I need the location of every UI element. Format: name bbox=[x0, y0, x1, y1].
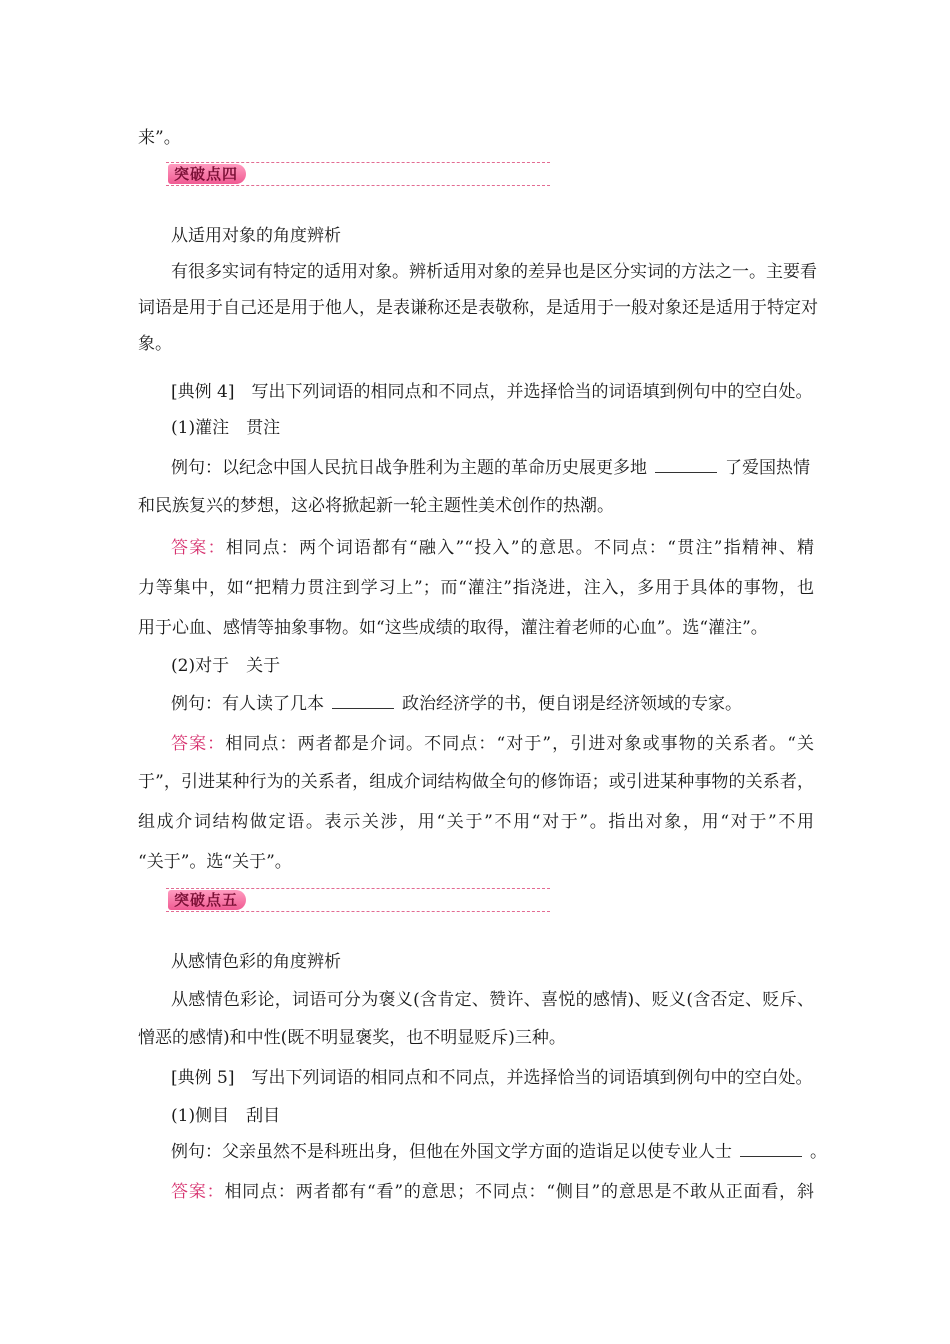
answer-line: 答案：相同点：两个词语都有“融入”“投入”的意思。不同点：“贯注”指精神、精 bbox=[171, 538, 814, 558]
answer-label: 答案： bbox=[171, 734, 226, 754]
section-banner-4 bbox=[166, 160, 550, 188]
example-sentence: 例句：以纪念中国人民抗日战争胜利为主题的革命历史展更多地 了爱国热情 bbox=[171, 458, 810, 478]
paragraph-line: 组成介词结构做定语。表示关涉，用“关于”不用“对于”。指出对象，用“对于”不用 bbox=[138, 812, 814, 832]
paragraph-line: 力等集中，如“把精力贯注到学习上”；而“灌注”指浇进，注入，多用于具体的事物，也 bbox=[138, 578, 814, 598]
paragraph-line: 从感情色彩论，词语可分为褒义(含肯定、赞许、喜悦的感情)、贬义(含否定、贬斥、 bbox=[171, 990, 814, 1010]
paragraph-line: 有很多实词有特定的适用对象。辨析适用对象的差异也是区分实词的方法之一。主要看 bbox=[171, 262, 817, 282]
section-title: 从感情色彩的角度辨析 bbox=[171, 952, 341, 972]
fill-blank bbox=[332, 694, 394, 709]
paragraph-line: “关于”。选“关于”。 bbox=[138, 852, 292, 872]
section-heading: 突破点五 bbox=[168, 890, 246, 910]
fill-blank bbox=[655, 458, 717, 473]
section-title: 从适用对象的角度辨析 bbox=[171, 226, 341, 246]
answer-line: 答案：相同点：两者都有“看”的意思；不同点：“侧目”的意思是不敢从正面看，斜 bbox=[171, 1182, 814, 1202]
paragraph-line: 憎恶的感情)和中性(既不明显褒奖，也不明显贬斥)三种。 bbox=[138, 1028, 566, 1048]
example-heading: [典例 5] 写出下列词语的相同点和不同点，并选择恰当的词语填到例句中的空白处。 bbox=[171, 1068, 813, 1088]
paragraph-line: 词语是用于自己还是用于他人，是表谦称还是表敬称，是适用于一般对象还是适用于特定对 bbox=[138, 298, 818, 318]
word-pair: (1)灌注 贯注 bbox=[171, 418, 281, 438]
paragraph-line: 和民族复兴的梦想，这必将掀起新一轮主题性美术创作的热潮。 bbox=[138, 496, 614, 516]
answer-label: 答案： bbox=[171, 538, 226, 558]
paragraph-line: 象。 bbox=[138, 334, 172, 354]
example-sentence: 例句：父亲虽然不是科班出身，但他在外国文学方面的造诣足以使专业人士 。 bbox=[171, 1142, 827, 1162]
word-pair: (1)侧目 刮目 bbox=[171, 1106, 281, 1126]
word-pair: (2)对于 关于 bbox=[171, 656, 281, 676]
section-heading: 突破点四 bbox=[168, 164, 246, 184]
paragraph-line: 来”。 bbox=[138, 128, 181, 148]
paragraph-line: 用于心血、感情等抽象事物。如“这些成绩的取得，灌注着老师的心血”。选“灌注”。 bbox=[138, 618, 768, 638]
example-heading: [典例 4] 写出下列词语的相同点和不同点，并选择恰当的词语填到例句中的空白处。 bbox=[171, 382, 813, 402]
paragraph-line: 于”，引进某种行为的关系者，组成介词结构做全句的修饰语；或引进某种事物的关系者， bbox=[138, 772, 814, 792]
example-sentence: 例句：有人读了几本 政治经济学的书，便自诩是经济领域的专家。 bbox=[171, 694, 742, 714]
answer-line: 答案：相同点：两者都是介词。不同点：“对于”，引进对象或事物的关系者。“关 bbox=[171, 734, 814, 754]
fill-blank bbox=[740, 1142, 802, 1157]
section-banner-5 bbox=[166, 886, 550, 914]
answer-label: 答案： bbox=[171, 1182, 225, 1202]
